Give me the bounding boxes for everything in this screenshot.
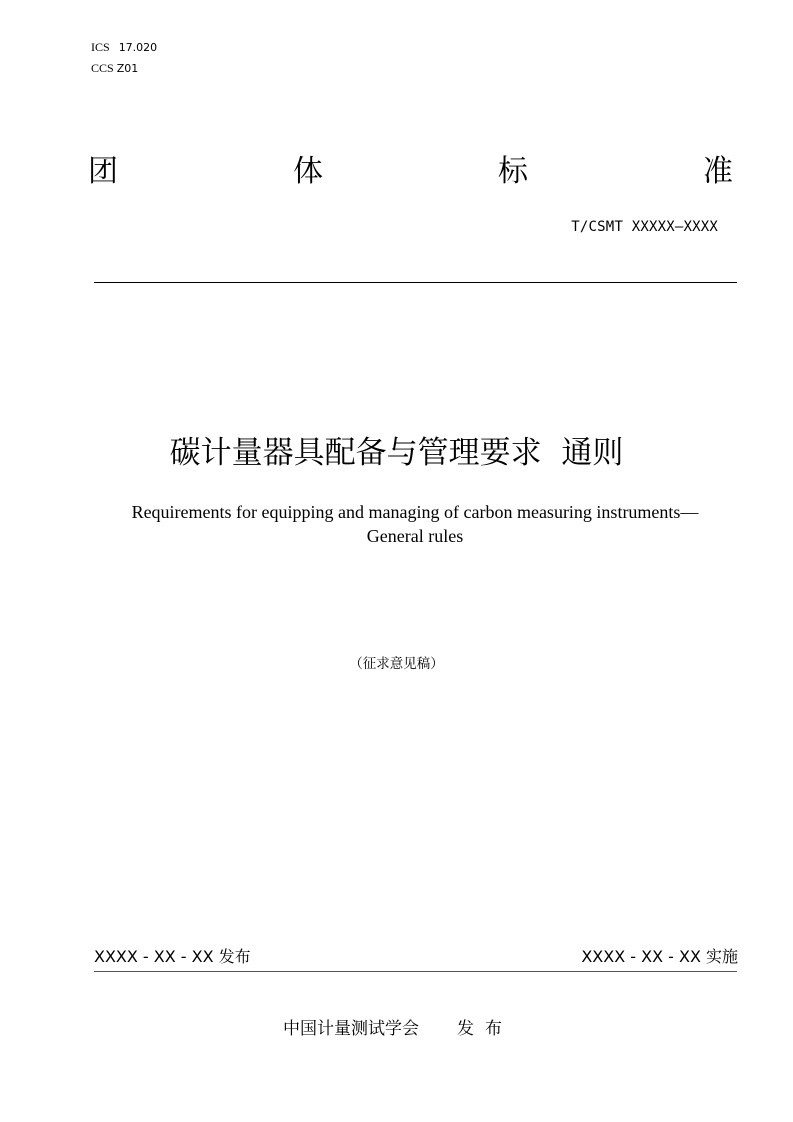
publisher-organization: 中国计量测试学会 [283, 1019, 419, 1039]
standard-type-char: 体 [293, 154, 323, 189]
header-divider [94, 282, 737, 283]
publisher-line [283, 1017, 513, 1041]
standard-type-char: 准 [703, 154, 733, 189]
ccs-value: Z01 [116, 62, 139, 75]
ccs-code [91, 61, 138, 76]
document-title-chinese: 碳计量器具配备与管理要求 通则 [169, 435, 624, 471]
ics-code [91, 40, 157, 55]
standard-number: T/CSMT XXXXX—XXXX [571, 219, 718, 235]
standard-type-char: 团 [88, 154, 118, 189]
english-title-line-1: Requirements for equipping and managing of carbon measuring instruments— [131, 502, 699, 522]
issue-date: XXXX - XX - XX 发布 [94, 947, 251, 966]
english-title-line-2: General rules [366, 526, 464, 546]
draft-status: （征求意见稿） [349, 656, 444, 672]
document-title-english [100, 500, 730, 548]
ics-label: ICS [91, 40, 110, 54]
ccs-label: CCS [91, 61, 114, 75]
publish-label: 发布 [457, 1019, 513, 1039]
footer-divider [94, 971, 737, 972]
standard-type-char: 标 [498, 154, 528, 189]
standard-type-heading [88, 154, 733, 190]
ics-value: 17.020 [118, 41, 158, 54]
implementation-date: XXXX - XX - XX 实施 [581, 947, 738, 966]
